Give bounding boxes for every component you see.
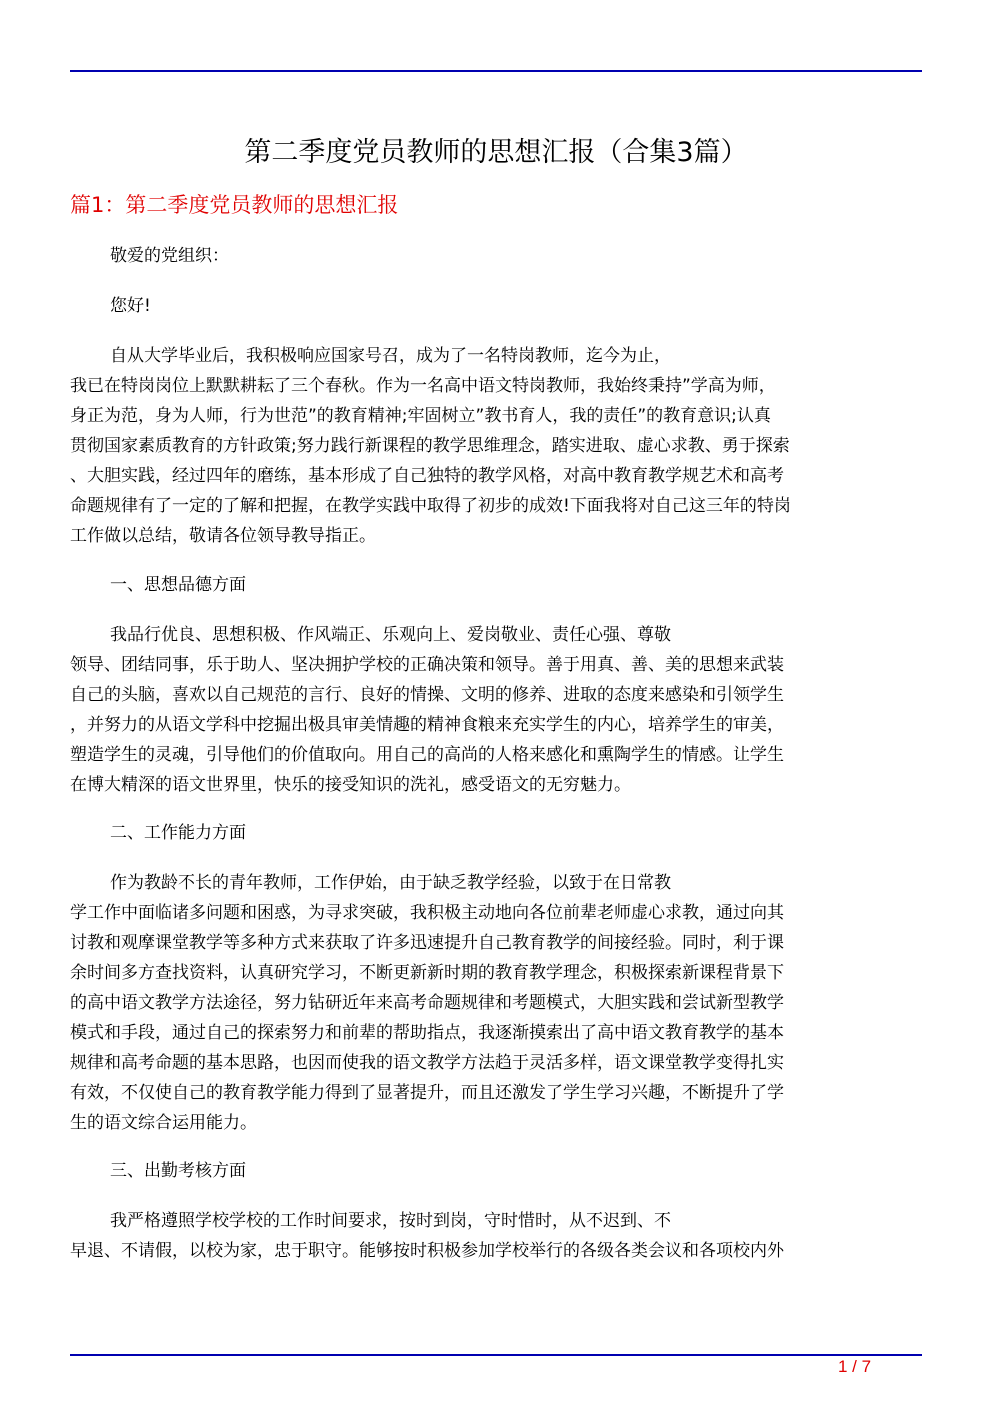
- subheading-2: 二、工作能力方面: [110, 823, 246, 843]
- paragraph-4: [70, 1206, 915, 1266]
- text-line: 模式和手段，通过自己的探索努力和前辈的帮助指点，我逐渐摸索出了高中语文教育教学的基本: [70, 1023, 784, 1043]
- text-line: 规律和高考命题的基本思路，也因而使我的语文教学方法趋于灵活多样，语文课堂教学变得扎实: [70, 1053, 784, 1073]
- paragraph-3: [70, 868, 915, 1138]
- text-line: 早退、不请假，以校为家，忠于职守。能够按时积极参加学校举行的各级各类会议和各项校内外: [70, 1241, 784, 1261]
- salutation: 敬爱的党组织：: [110, 246, 229, 266]
- paragraph-1: [70, 341, 915, 551]
- subheading-1: 一、思想品德方面: [110, 575, 246, 595]
- text-line: 命题规律有了一定的了解和把握，在教学实践中取得了初步的成效!下面我将对自己这三年的特岗: [70, 496, 791, 516]
- text-line: 领导、团结同事，乐于助人、坚决拥护学校的正确决策和领导。善于用真、善、美的思想来武装: [70, 655, 784, 675]
- text-line: 自从大学毕业后，我积极响应国家号召，成为了一名特岗教师，迄今为止，: [110, 346, 671, 366]
- text-line: 我品行优良、思想积极、作风端正、乐观向上、爱岗敬业、责任心强、尊敬: [110, 625, 671, 645]
- paragraph-2: [70, 620, 915, 800]
- footer-rule: [70, 1354, 922, 1356]
- text-line: 作为教龄不长的青年教师，工作伊始，由于缺乏教学经验，以致于在日常教: [110, 873, 671, 893]
- greeting: 您好!: [110, 296, 151, 316]
- text-line: 的高中语文教学方法途径，努力钻研近年来高考命题规律和考题模式，大胆实践和尝试新型教学: [70, 993, 784, 1013]
- text-line: 身正为范，身为人师，行为世范”的教育精神;牢固树立”教书育人，我的责任”的教育意识;认真: [70, 406, 771, 426]
- text-line: 工作做以总结，敬请各位领导教导指正。: [70, 526, 376, 546]
- subheading-3: 三、出勤考核方面: [110, 1161, 246, 1181]
- text-line: 塑造学生的灵魂，引导他们的价值取向。用自己的高尚的人格来感化和熏陶学生的情感。让学生: [70, 745, 784, 765]
- text-line: 在博大精深的语文世界里，快乐的接受知识的洗礼，感受语文的无穷魅力。: [70, 775, 631, 795]
- text-line: 我严格遵照学校学校的工作时间要求，按时到岗，守时惜时，从不迟到、不: [110, 1211, 671, 1231]
- page-number: 1 / 7: [838, 1357, 872, 1376]
- text-line: 有效，不仅使自己的教育教学能力得到了显著提升，而且还激发了学生学习兴趣，不断提升了学: [70, 1083, 784, 1103]
- text-line: 、大胆实践，经过四年的磨练，基本形成了自己独特的教学风格，对高中教育教学规艺术和高考: [70, 466, 784, 486]
- text-line: 自己的头脑，喜欢以自己规范的言行、良好的情操、文明的修养、进取的态度来感染和引领学生: [70, 685, 784, 705]
- section-heading: 篇1：第二季度党员教师的思想汇报: [70, 193, 399, 217]
- text-line: 余时间多方查找资料，认真研究学习，不断更新新时期的教育教学理念，积极探索新课程背景下: [70, 963, 784, 983]
- text-line: 讨教和观摩课堂教学等多种方式来获取了许多迅速提升自己教育教学的间接经验。同时，利于课: [70, 933, 784, 953]
- text-line: 我已在特岗岗位上默默耕耘了三个春秋。作为一名高中语文特岗教师，我始终秉持”学高为师，: [70, 376, 776, 396]
- text-line: 生的语文综合运用能力。: [70, 1113, 257, 1133]
- text-line: 学工作中面临诸多问题和困惑，为寻求突破，我积极主动地向各位前辈老师虚心求教，通过向其: [70, 903, 784, 923]
- text-line: 贯彻国家素质教育的方针政策;努力践行新课程的教学思维理念，踏实进取、虚心求教、勇于探索: [70, 436, 790, 456]
- document-title: 第二季度党员教师的思想汇报（合集3篇）: [244, 137, 748, 168]
- header-rule: [70, 70, 922, 72]
- text-line: ，并努力的从语文学科中挖掘出极具审美情趣的精神食粮来充实学生的内心，培养学生的审美，: [70, 715, 784, 735]
